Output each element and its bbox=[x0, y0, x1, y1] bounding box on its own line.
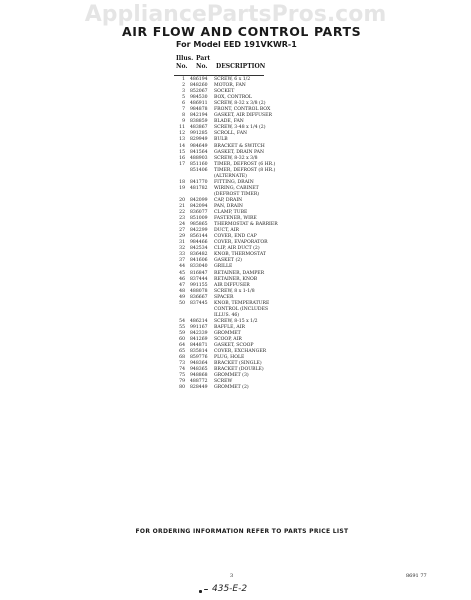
part-description: PAN, DRAIN bbox=[214, 203, 243, 209]
illus-number: 31 bbox=[179, 240, 185, 246]
part-description: BLADE, FAN bbox=[214, 119, 244, 125]
illus-number: 45 bbox=[179, 270, 185, 276]
illus-number: 32 bbox=[179, 246, 185, 252]
header-illus: Illus. bbox=[176, 55, 194, 62]
illus-number: 20 bbox=[179, 197, 185, 203]
part-description: GASKET, AIR DIFFUSER bbox=[214, 113, 272, 119]
part-number: 486194 bbox=[190, 77, 208, 82]
part-number: 842094 bbox=[190, 203, 208, 209]
part-number: 991285 bbox=[190, 131, 208, 137]
parts-row bbox=[176, 385, 376, 391]
illus-number: 24 bbox=[179, 222, 185, 228]
part-number: 838859 bbox=[190, 119, 208, 125]
illus-number: 14 bbox=[179, 143, 185, 149]
part-description: FRONT, CONTROL BOX bbox=[214, 107, 271, 113]
part-number: 488903 bbox=[190, 155, 208, 161]
part-description: CONTROL (INCLUDES bbox=[214, 306, 269, 312]
part-number: 483867 bbox=[190, 125, 208, 131]
part-description: SCOOP, AIR bbox=[214, 337, 242, 343]
part-number: 991155 bbox=[190, 282, 208, 288]
part-description: THERMOSTAT & BARRIER bbox=[214, 222, 278, 228]
illus-number: 68 bbox=[179, 355, 185, 361]
part-number: 984466 bbox=[190, 240, 208, 246]
part-description: ILLUS. 46) bbox=[214, 312, 240, 318]
illus-number: 5 bbox=[182, 95, 185, 101]
illus-number: 27 bbox=[179, 228, 185, 234]
part-description: WIRING, CABINET bbox=[214, 185, 259, 191]
part-number: 851160 bbox=[190, 161, 208, 167]
part-description: KNOB, THERMOSTAT bbox=[214, 252, 266, 258]
illus-number: 23 bbox=[179, 216, 185, 222]
part-description: BULB bbox=[214, 137, 228, 143]
illus-number: 47 bbox=[179, 282, 185, 288]
part-description: AIR DIFFUSER bbox=[214, 282, 250, 288]
part-number: 488078 bbox=[190, 288, 208, 294]
page-number: 3 bbox=[230, 573, 234, 579]
illus-number: 59 bbox=[179, 330, 185, 336]
header-rule bbox=[174, 75, 264, 76]
part-number: 948868 bbox=[190, 373, 208, 379]
illus-number: 12 bbox=[179, 131, 185, 137]
illus-number: 2 bbox=[182, 83, 185, 89]
part-number: 841269 bbox=[190, 337, 208, 343]
part-number: 836482 bbox=[190, 252, 208, 258]
part-description: BRACKET (DOUBLE) bbox=[214, 367, 264, 373]
part-description: SPACER bbox=[214, 294, 234, 300]
part-description: GASKET (2) bbox=[214, 258, 242, 264]
illus-number: 64 bbox=[179, 343, 185, 349]
ordering-footer: FOR ORDERING INFORMATION REFER TO PARTS PRICE LIST bbox=[135, 528, 349, 535]
illus-number: 44 bbox=[179, 264, 185, 270]
part-number: 842339 bbox=[190, 330, 208, 336]
illus-number: 79 bbox=[179, 379, 185, 385]
part-number: 948365 bbox=[190, 367, 208, 373]
illus-number: 46 bbox=[179, 276, 185, 282]
part-number: 852067 bbox=[190, 89, 208, 95]
part-description: FASTENER, WIRE bbox=[214, 216, 257, 222]
part-number: 948364 bbox=[190, 361, 208, 367]
part-number: 856144 bbox=[190, 234, 208, 240]
part-description: BRACKET (SINGLE) bbox=[214, 361, 262, 367]
part-description: SCREW, 8-15 x 1/2 bbox=[214, 318, 258, 324]
illus-number: 29 bbox=[179, 234, 185, 240]
part-description: TIMER, DEFROST (8 HR.) bbox=[214, 167, 276, 173]
illus-number: 54 bbox=[179, 318, 185, 324]
part-description: (DEFROST TIMER) bbox=[214, 191, 260, 197]
illus-number: 13 bbox=[179, 137, 185, 143]
part-number: 816847 bbox=[190, 270, 208, 276]
part-number: 851009 bbox=[190, 216, 208, 222]
part-description: SCREW, 8-32 x 3/8 bbox=[214, 155, 258, 161]
part-number: 829949 bbox=[190, 137, 208, 143]
part-number: 984530 bbox=[190, 95, 208, 101]
part-number: 842099 bbox=[190, 197, 208, 203]
illus-number: 73 bbox=[179, 361, 185, 367]
part-number: 835814 bbox=[190, 349, 208, 355]
part-description: RETAINER, KNOB bbox=[214, 276, 258, 282]
illus-number: 3 bbox=[182, 89, 185, 95]
model-line: For Model EED 191VKWR-1 bbox=[176, 40, 297, 49]
part-number: 842534 bbox=[190, 246, 208, 252]
part-description: COVER, END CAP bbox=[214, 234, 257, 240]
illus-number: 74 bbox=[179, 367, 185, 373]
scan-mark bbox=[204, 589, 208, 590]
part-description: MOTOR, FAN bbox=[214, 83, 246, 89]
part-number: 985865 bbox=[190, 222, 208, 228]
illus-number: 75 bbox=[179, 373, 185, 379]
illus-number: 17 bbox=[179, 161, 185, 167]
header-part: Part bbox=[196, 55, 211, 62]
part-description: TIMER, DEFROST (6 HR.) bbox=[214, 161, 276, 167]
illus-number: 80 bbox=[179, 385, 185, 391]
part-description: BOX, CONTROL bbox=[214, 95, 252, 101]
document-code: 8691 77 bbox=[406, 573, 427, 579]
part-description: SCREW bbox=[214, 379, 233, 385]
part-number: 984878 bbox=[190, 107, 208, 113]
part-description: GRILLE bbox=[214, 264, 233, 270]
part-description: BAFFLE, AIR bbox=[214, 324, 245, 330]
illus-number: 9 bbox=[182, 119, 185, 125]
part-description: CAP, DRAIN bbox=[214, 197, 243, 203]
part-number: 848260 bbox=[190, 83, 208, 89]
part-number: 842299 bbox=[190, 228, 208, 234]
illus-number: 1 bbox=[182, 77, 185, 82]
part-description: SCROLL, FAN bbox=[214, 131, 248, 137]
part-number: 851406 bbox=[190, 167, 208, 173]
watermark: AppliancePartsPros.com bbox=[84, 2, 387, 27]
part-number: 844871 bbox=[190, 343, 208, 349]
illus-number: 60 bbox=[179, 337, 185, 343]
part-number: 841564 bbox=[190, 149, 208, 155]
illus-number: 55 bbox=[179, 324, 185, 330]
part-number: 991167 bbox=[190, 324, 208, 330]
scan-mark bbox=[199, 590, 202, 593]
part-description: FITTING, DRAIN bbox=[214, 179, 254, 185]
part-number: 842194 bbox=[190, 113, 208, 119]
illus-number: 21 bbox=[179, 203, 185, 209]
illus-number: 49 bbox=[179, 294, 185, 300]
part-number: 828449 bbox=[190, 385, 208, 391]
illus-number: 8 bbox=[182, 113, 185, 119]
illus-number: 19 bbox=[179, 185, 185, 191]
parts-list bbox=[176, 77, 376, 391]
part-description: GROMMET (2) bbox=[214, 385, 249, 391]
part-description: CLAMP, TUBE bbox=[214, 210, 248, 216]
illus-number: 50 bbox=[179, 300, 185, 306]
illus-number: 16 bbox=[179, 155, 185, 161]
part-description: BRACKET & SWITCH bbox=[214, 143, 265, 149]
part-number: 481782 bbox=[190, 185, 208, 191]
part-description: SCREW, 6 x 1/2 bbox=[214, 77, 251, 82]
part-description: COVER, EXCHANGER bbox=[214, 349, 267, 355]
part-number: 841606 bbox=[190, 258, 208, 264]
part-description: GROMMET (3) bbox=[214, 373, 249, 379]
part-number: 837444 bbox=[190, 276, 208, 282]
part-number: 837445 bbox=[190, 300, 208, 306]
part-description: CLIP, AIR DUCT (2) bbox=[214, 246, 260, 252]
illus-number: 11 bbox=[179, 125, 185, 131]
part-number: 488772 bbox=[190, 379, 208, 385]
header-description: DESCRIPTION bbox=[216, 63, 266, 70]
part-number: 836667 bbox=[190, 294, 208, 300]
part-description: (ALTERNATE) bbox=[214, 173, 247, 179]
part-number: 859776 bbox=[190, 355, 208, 361]
illus-number: 37 bbox=[179, 258, 185, 264]
part-description: COVER, EVAPORATOR bbox=[214, 240, 268, 246]
illus-number: 7 bbox=[182, 107, 185, 113]
part-description: RETAINER, DAMPER bbox=[214, 270, 265, 276]
illus-number: 48 bbox=[179, 288, 185, 294]
part-number: 833040 bbox=[190, 264, 208, 270]
part-description: GROMMET bbox=[214, 330, 241, 336]
part-description: SOCKET bbox=[214, 89, 235, 95]
part-number: 984649 bbox=[190, 143, 208, 149]
illus-number: 18 bbox=[179, 179, 185, 185]
page-title: AIR FLOW AND CONTROL PARTS bbox=[122, 24, 362, 39]
part-description: SCREW, 3-48 x 1/4 (2) bbox=[214, 125, 266, 131]
part-description: SCREW, 8-32 x 3/8 (2) bbox=[214, 101, 266, 107]
part-description: GASKET, DRAIN PAN bbox=[214, 149, 264, 155]
illus-number: 22 bbox=[179, 210, 185, 216]
part-description: PLUG, HOLE bbox=[214, 355, 245, 361]
illus-number: 15 bbox=[179, 149, 185, 155]
part-number: 486911 bbox=[190, 101, 208, 107]
handwritten-note: 435-E-2 bbox=[212, 584, 248, 594]
part-number: 486214 bbox=[190, 318, 208, 324]
header-no-2: No. bbox=[196, 63, 208, 70]
part-description: KNOB, TEMPERATURE bbox=[214, 300, 270, 306]
header-no: No. bbox=[176, 63, 188, 70]
illus-number: 6 bbox=[182, 101, 185, 107]
part-description: SCREW, 8 x 1-1/8 bbox=[214, 288, 255, 294]
part-description: GASKET, SCOOP bbox=[214, 343, 254, 349]
part-description: DUCT, AIR bbox=[214, 228, 239, 234]
part-number: 836077 bbox=[190, 210, 208, 216]
part-number: 841770 bbox=[190, 179, 208, 185]
illus-number: 33 bbox=[179, 252, 185, 258]
illus-number: 65 bbox=[179, 349, 185, 355]
